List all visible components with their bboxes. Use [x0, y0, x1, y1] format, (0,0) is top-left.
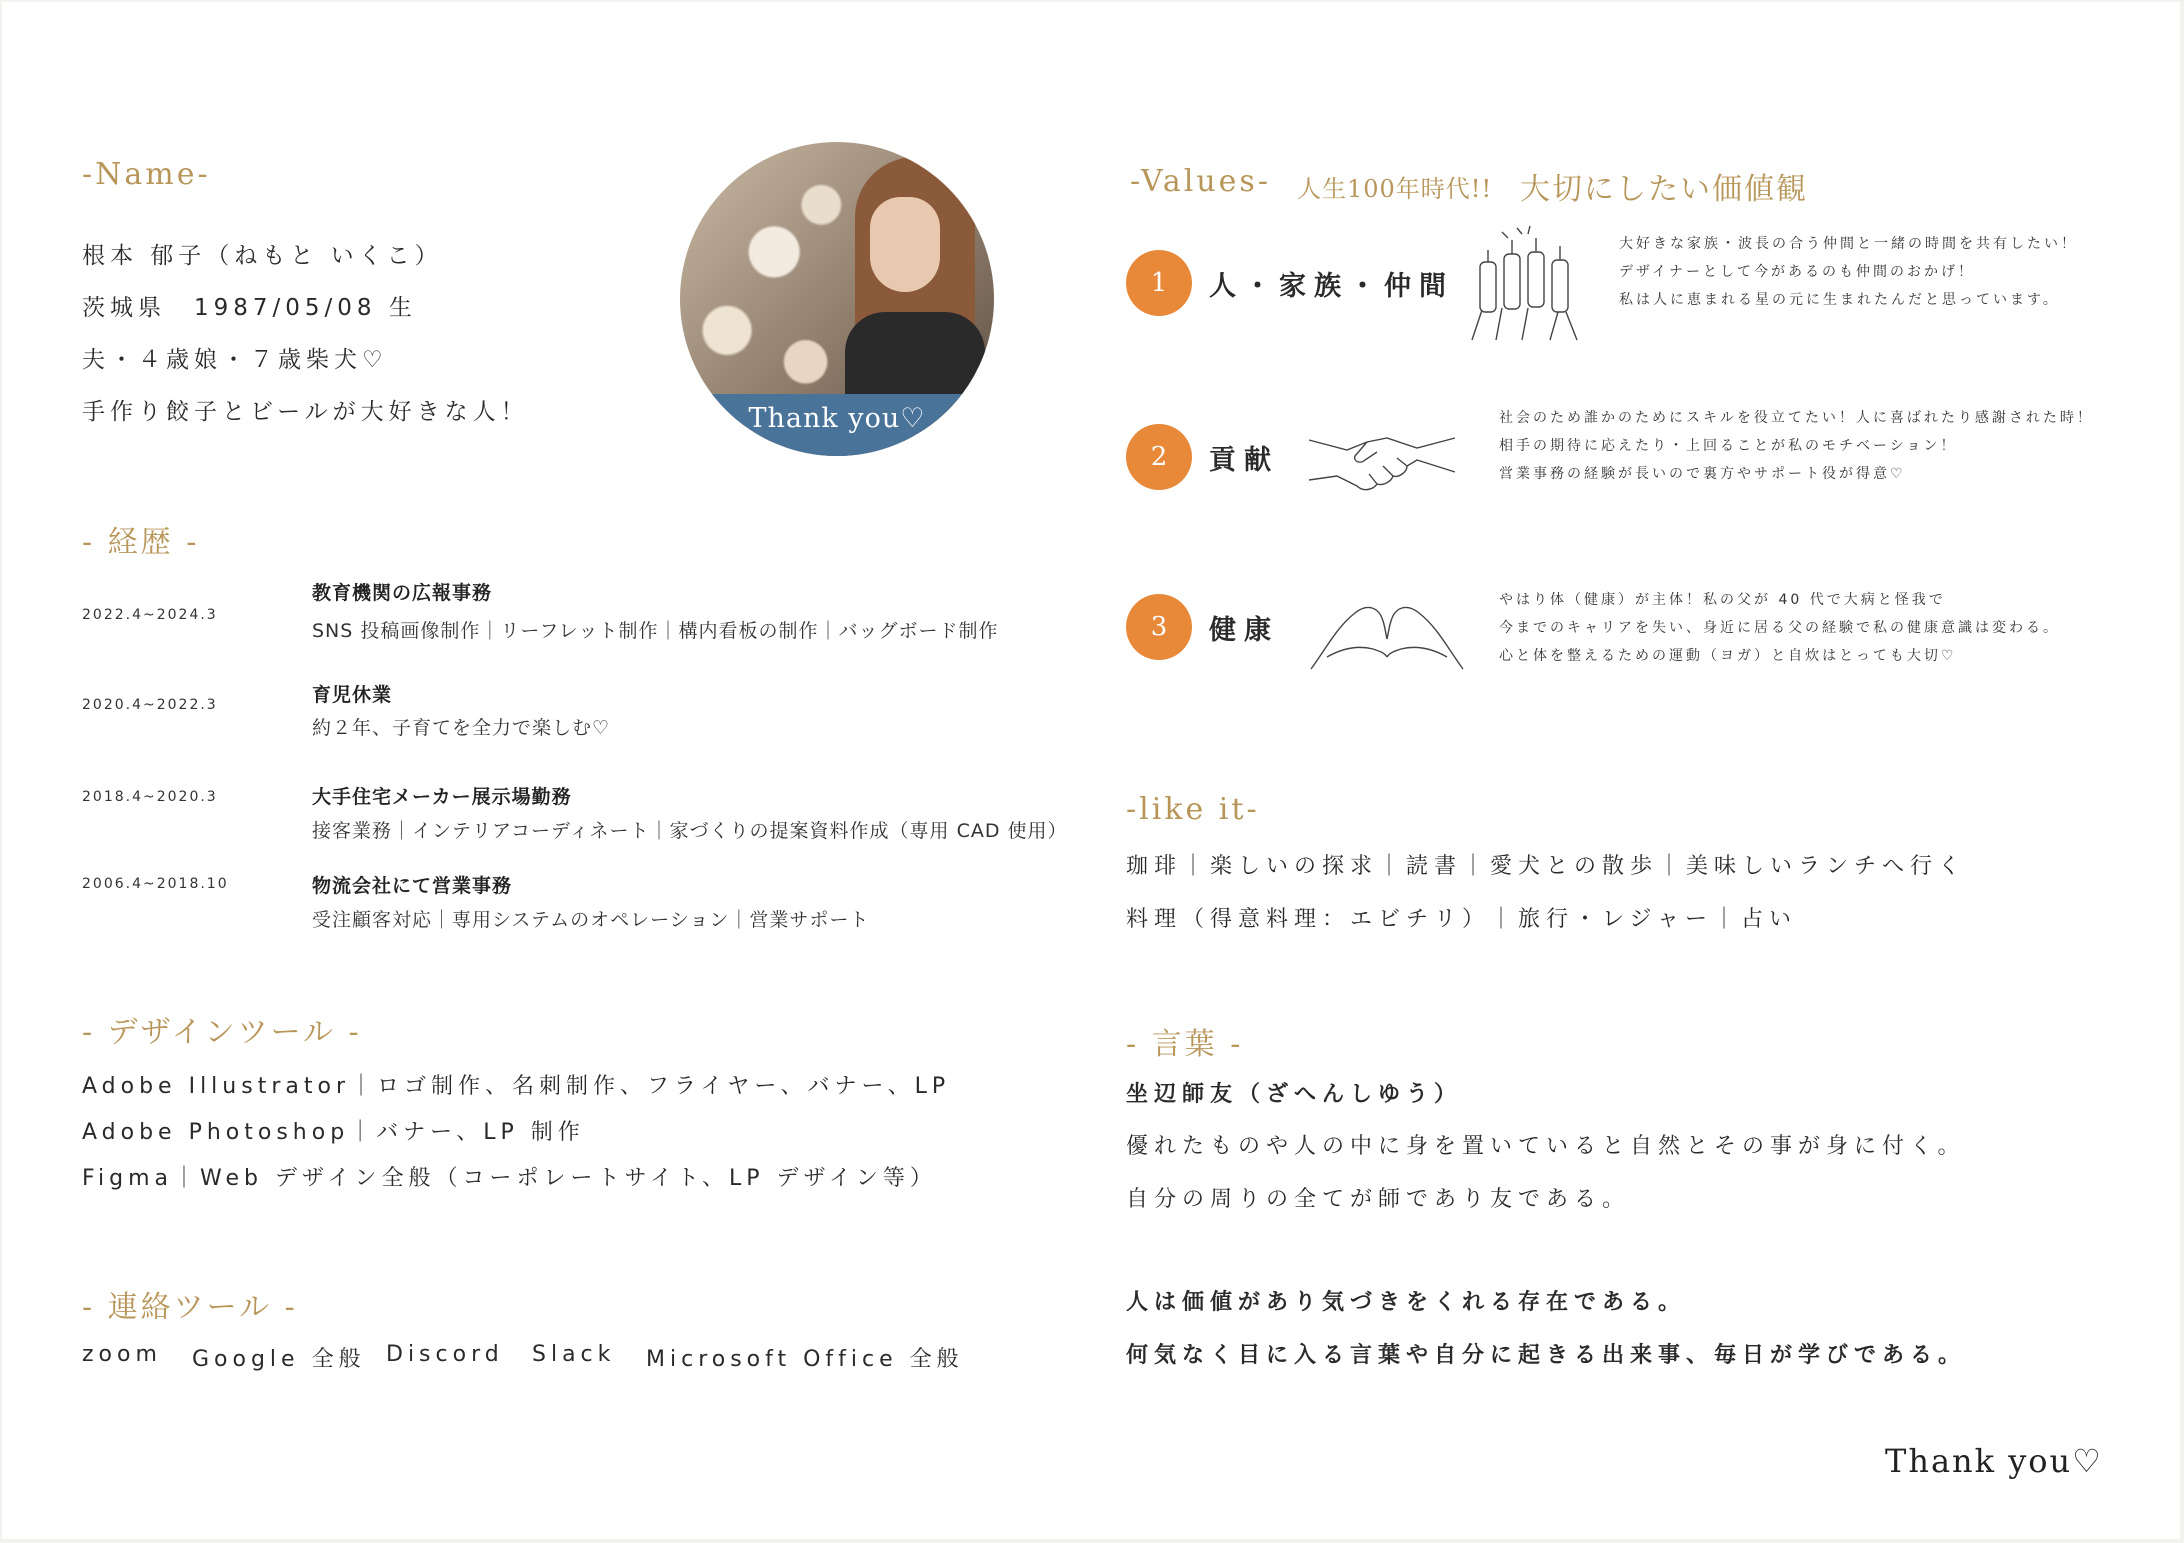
value-desc-line: 大好きな家族・波長の合う仲間と一緒の時間を共有したい！	[1619, 236, 2078, 252]
contact-tool: Discord	[386, 1342, 504, 1367]
contact-tool: Google 全般	[192, 1347, 366, 1372]
value-title: 健康	[1209, 615, 1279, 646]
design-tool-line: Adobe Photoshop｜バナー、LP 制作	[82, 1120, 585, 1145]
like-line: 珈琲｜楽しいの探求｜読書｜愛犬との散歩｜美味しいランチへ行く	[1126, 854, 1967, 879]
value-desc-line: 今までのキャリアを失い、身近に居る父の経験で私の健康意識は変わる。	[1499, 620, 2060, 636]
design-tools-heading: - デザインツール -	[82, 1015, 362, 1050]
value-number-badge: 1	[1126, 250, 1192, 316]
words-bold-line: 人は価値があり気づきをくれる存在である。	[1126, 1290, 1687, 1315]
value-desc-line: 営業事務の経験が長いので裏方やサポート役が得意♡	[1499, 466, 1906, 482]
career-desc: 約２年、子育てを全力で楽しむ♡	[312, 717, 611, 739]
words-bold-line: 何気なく目に入る言葉や自分に起きる出来事、毎日が学びである。	[1126, 1343, 1967, 1368]
profile-line: 夫・４歳娘・７歳柴犬♡	[82, 347, 388, 373]
contact-tools-heading: - 連絡ツール -	[82, 1290, 298, 1325]
profile-line: 茨城県 1987/05/08 生	[82, 295, 417, 321]
words-heading: - 言葉 -	[1126, 1027, 1244, 1062]
value-desc-line: デザイナーとして今があるのも仲間のおかげ！	[1619, 264, 1976, 280]
words-line: 自分の周りの全てが師であり友である。	[1126, 1187, 1631, 1212]
career-date: 2020.4~2022.3	[82, 697, 218, 713]
design-tool-line: Adobe Illustrator｜ロゴ制作、名刺制作、フライヤー、バナー、LP	[82, 1074, 951, 1099]
photo-caption: Thank you♡	[680, 394, 994, 456]
design-tool-line: Figma｜Web デザイン全般（コーポレートサイト、LP デザイン等）	[82, 1166, 937, 1191]
values-heading: -Values-	[1130, 164, 1271, 199]
career-title: 大手住宅メーカー展示場勤務	[312, 786, 572, 808]
value-desc-line: 社会のため誰かのためにスキルを役立てたい！人に喜ばれたり感謝された時！	[1499, 410, 2094, 426]
career-date: 2006.4~2018.10	[82, 876, 229, 892]
profile-line: 手作り餃子とビールが大好きな人！	[82, 399, 529, 425]
value-number-badge: 2	[1126, 424, 1192, 490]
career-desc: SNS 投稿画像制作｜リーフレット制作｜構内看板の制作｜バッグボード制作	[312, 620, 999, 642]
contact-tool: Slack	[532, 1342, 616, 1367]
profile-line: 根本 郁子（ねもと いくこ）	[82, 243, 443, 269]
words-phrase: 坐辺師友（ざへんしゆう）	[1126, 1082, 1463, 1107]
cheers-icon	[1462, 222, 1592, 342]
value-desc-line: 心と体を整えるための運動（ヨガ）と自炊はとっても大切♡	[1499, 648, 1957, 664]
career-date: 2022.4~2024.3	[82, 607, 218, 623]
career-title: 教育機関の広報事務	[312, 582, 493, 604]
words-line: 優れたものや人の中に身を置いていると自然とその事が身に付く。	[1126, 1134, 1966, 1159]
profile-page	[2, 2, 2180, 1539]
career-date: 2018.4~2020.3	[82, 789, 218, 805]
career-heading: - 経歴 -	[82, 525, 200, 560]
values-subheading: 人生100年時代!!	[1297, 175, 1493, 203]
values-title: 大切にしたい価値観	[1520, 172, 1808, 207]
contact-tool: zoom	[82, 1342, 162, 1367]
handshake-icon	[1307, 420, 1457, 500]
closing-thanks: Thank you♡	[1885, 1442, 2103, 1480]
value-title: 人・家族・仲間	[1209, 271, 1454, 302]
value-number-badge: 3	[1126, 594, 1192, 660]
like-line: 料理（得意料理：エビチリ）｜旅行・レジャー｜占い	[1126, 907, 1798, 932]
name-heading: -Name-	[82, 157, 211, 192]
value-title: 貢献	[1209, 445, 1279, 476]
career-title: 物流会社にて営業事務	[312, 875, 513, 897]
profile-photo	[680, 142, 994, 456]
value-desc-line: 相手の期待に応えたり・上回ることが私のモチベーション！	[1499, 438, 1958, 454]
career-desc: 接客業務｜インテリアコーディネート｜家づくりの提案資料作成（専用 CAD 使用）	[312, 820, 1068, 842]
like-heading: -like it-	[1126, 792, 1260, 827]
contact-tool: Microsoft Office 全般	[646, 1347, 964, 1372]
heart-hands-icon	[1307, 587, 1467, 672]
career-desc: 受注顧客対応｜専用システムのオペレーション｜営業サポート	[312, 909, 870, 931]
value-desc-line: やはり体（健康）が主体！私の父が 40 代で大病と怪我で	[1499, 592, 1946, 608]
value-desc-line: 私は人に恵まれる星の元に生まれたんだと思っています。	[1619, 292, 2060, 308]
career-title: 育児休業	[312, 684, 393, 706]
